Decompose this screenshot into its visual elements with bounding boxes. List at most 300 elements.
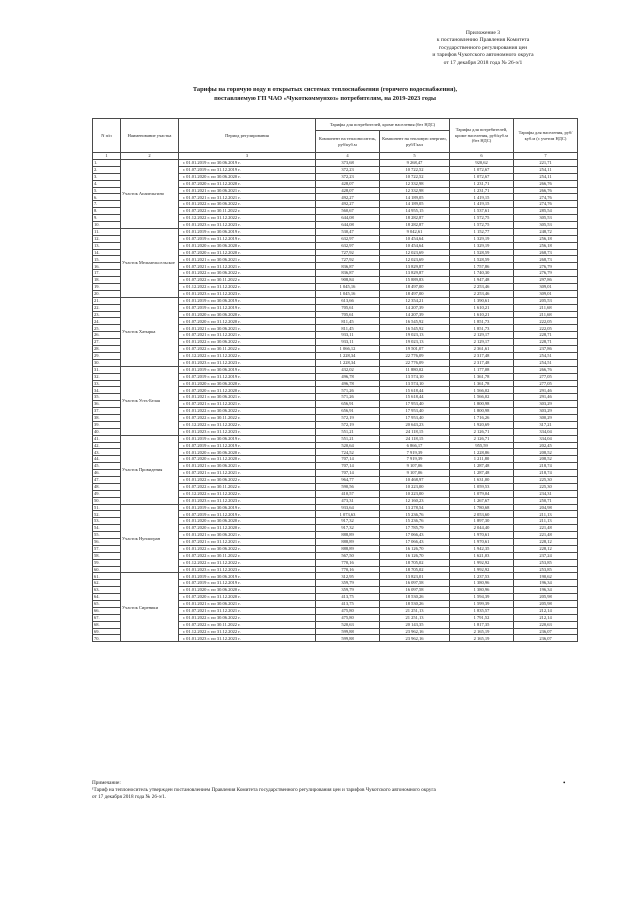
- carrier-component-cell: 1 228,34: [316, 352, 380, 359]
- title-line: Тарифы на горячую воду в открытых системах теплоснабжения (горячего водоснабжения),: [192, 86, 458, 93]
- period-cell: с 01.01.2023 г. по 31.12.2023 г.: [179, 566, 316, 573]
- tariff-non-population-cell: 1 610,21: [450, 311, 514, 318]
- row-number: 53.: [93, 518, 121, 525]
- tariff-non-population-cell: 1 740,30: [450, 270, 514, 277]
- tariff-non-population-cell: 2 126,71: [450, 435, 514, 442]
- period-cell: с 01.07.2020 г. по 31.12.2020 г.: [179, 249, 316, 256]
- tariff-non-population-cell: 1 419,15: [450, 201, 514, 208]
- carrier-component-cell: 572,19: [316, 421, 380, 428]
- tariff-population-cell: 221,48: [514, 525, 578, 532]
- carrier-component-cell: 373,68: [316, 160, 380, 167]
- carrier-component-cell: 933,11: [316, 339, 380, 346]
- tariff-population-cell: 250,71: [514, 497, 578, 504]
- period-cell: с 01.01.2022 г. по 30.06.2022 г.: [179, 614, 316, 621]
- heat-component-cell: 18 530,26: [380, 594, 450, 601]
- title-line: поставляемую ГП ЧАО «Чукоткоммунхоз» потребителям, на 2019-2023 годы: [214, 94, 436, 102]
- heat-component-cell: 13 829,87: [380, 270, 450, 277]
- tariff-non-population-cell: 1 329,19: [450, 242, 514, 249]
- row-number: 41.: [93, 435, 121, 442]
- period-cell: с 01.01.2019 г. по 30.06.2019 г.: [179, 573, 316, 580]
- row-number: 70.: [93, 635, 121, 642]
- header-period: Период регулирования: [179, 119, 316, 153]
- heat-component-cell: 18 282,87: [380, 222, 450, 229]
- tariff-non-population-cell: 1 390,61: [450, 297, 514, 304]
- tariff-population-cell: 256,18: [514, 235, 578, 242]
- row-number: 59.: [93, 559, 121, 566]
- period-cell: с 01.01.2021 г. по 30.06.2021 г.: [179, 601, 316, 608]
- period-cell: с 01.12.2022 г. по 31.12.2022 г.: [179, 215, 316, 222]
- carrier-component-cell: 632,97: [316, 242, 380, 249]
- row-number: 25.: [93, 325, 121, 332]
- table-row: [93, 573, 578, 580]
- tariff-population-cell: 221,48: [514, 532, 578, 539]
- heat-component-cell: 10 722,52: [380, 173, 450, 180]
- carrier-component-cell: 571,26: [316, 387, 380, 394]
- header-location: Наименование участка: [121, 119, 179, 153]
- row-number: 29.: [93, 352, 121, 359]
- row-number: 13.: [93, 242, 121, 249]
- period-cell: с 01.01.2021 г. по 30.06.2021 г.: [179, 187, 316, 194]
- tariff-population-cell: 211,13: [514, 511, 578, 518]
- tariff-non-population-cell: 2 165,19: [450, 635, 514, 642]
- carrier-component-cell: 811,45: [316, 318, 380, 325]
- table-row: [93, 297, 578, 304]
- heat-component-cell: 13 574,10: [380, 373, 450, 380]
- period-cell: с 01.01.2023 г. по 31.12.2023 г.: [179, 428, 316, 435]
- heat-component-cell: 13 823,01: [380, 573, 450, 580]
- document-title: [110, 86, 540, 103]
- tariff-non-population-cell: 1 528,59: [450, 256, 514, 263]
- carrier-component-cell: 359,79: [316, 580, 380, 587]
- tariff-non-population-cell: 1 267,67: [450, 497, 514, 504]
- tariff-non-population-cell: 1 231,71: [450, 187, 514, 194]
- row-number: 12.: [93, 235, 121, 242]
- tariff-non-population-cell: 1 791,52: [450, 614, 514, 621]
- row-number: 38.: [93, 414, 121, 421]
- tariff-non-population-cell: 1 528,59: [450, 249, 514, 256]
- col-number: 5: [380, 153, 450, 160]
- heat-component-cell: 9 268,47: [380, 160, 450, 167]
- carrier-component-cell: 590,56: [316, 483, 380, 490]
- tariff-population-cell: 277,05: [514, 373, 578, 380]
- row-number: 36.: [93, 401, 121, 408]
- period-cell: с 01.01.2020 г. по 30.06.2020 г.: [179, 518, 316, 525]
- tariff-population-cell: 211,13: [514, 518, 578, 525]
- period-cell: с 01.01.2023 г. по 31.12.2023 г.: [179, 497, 316, 504]
- carrier-component-cell: 496,78: [316, 373, 380, 380]
- row-number: 4.: [93, 180, 121, 187]
- heat-component-cell: 9 107,06: [380, 463, 450, 470]
- row-number: 6.: [93, 194, 121, 201]
- row-number: 42.: [93, 442, 121, 449]
- period-cell: с 01.12.2022 г. по 31.12.2022 г.: [179, 284, 316, 291]
- heat-component-cell: 10 223,00: [380, 483, 450, 490]
- period-cell: с 01.12.2022 г. по 31.12.2022 г.: [179, 421, 316, 428]
- tariff-population-cell: 211,68: [514, 311, 578, 318]
- carrier-component-cell: 428,07: [316, 180, 380, 187]
- heat-component-cell: 14 955,15: [380, 208, 450, 215]
- period-cell: с 01.07.2022 г. по 30.11.2022 г.: [179, 483, 316, 490]
- carrier-component-cell: 432,02: [316, 366, 380, 373]
- heat-component-cell: 16 545,92: [380, 318, 450, 325]
- carrier-component-cell: 572,19: [316, 414, 380, 421]
- tariff-population-cell: 276,79: [514, 270, 578, 277]
- tariff-non-population-cell: 1 835,57: [450, 607, 514, 614]
- carrier-component-cell: 888,89: [316, 538, 380, 545]
- carrier-component-cell: 656,91: [316, 401, 380, 408]
- tariff-population-cell: 218,74: [514, 470, 578, 477]
- row-number: 8.: [93, 208, 121, 215]
- carrier-component-cell: 372,23: [316, 166, 380, 173]
- period-cell: с 01.12.2022 г. по 31.12.2022 г.: [179, 352, 316, 359]
- row-number: 10.: [93, 222, 121, 229]
- tariff-non-population-cell: 1 572,75: [450, 222, 514, 229]
- period-cell: с 01.01.2020 г. по 30.06.2020 г.: [179, 449, 316, 456]
- row-number: 14.: [93, 249, 121, 256]
- carrier-component-cell: 964,77: [316, 476, 380, 483]
- tariff-non-population-cell: 1 361,78: [450, 380, 514, 387]
- carrier-component-cell: 492,27: [316, 201, 380, 208]
- heat-component-cell: 13 278,54: [380, 504, 450, 511]
- carrier-component-cell: 551,21: [316, 435, 380, 442]
- row-number: 43.: [93, 449, 121, 456]
- carrier-component-cell: 599,88: [316, 628, 380, 635]
- heat-component-cell: 24 118,15: [380, 428, 450, 435]
- tariff-population-cell: 221,71: [514, 160, 578, 167]
- tariff-population-cell: 309,01: [514, 284, 578, 291]
- carrier-component-cell: 707,14: [316, 463, 380, 470]
- row-number: 5.: [93, 187, 121, 194]
- tariff-population-cell: 291,46: [514, 387, 578, 394]
- period-cell: с 01.01.2019 г. по 30.06.2019 г.: [179, 228, 316, 235]
- heat-component-cell: 12 354,21: [380, 297, 450, 304]
- table-row: [93, 160, 578, 167]
- period-cell: с 01.07.2022 г. по 30.11.2022 г.: [179, 208, 316, 215]
- tariff-population-cell: 277,05: [514, 380, 578, 387]
- tariff-population-cell: 268,73: [514, 249, 578, 256]
- table-row: [93, 228, 578, 235]
- heat-component-cell: 12 332,98: [380, 187, 450, 194]
- carrier-component-cell: 727,92: [316, 249, 380, 256]
- period-cell: с 01.07.2021 г. по 31.12.2021 г.: [179, 607, 316, 614]
- heat-component-cell: 17 785,79: [380, 525, 450, 532]
- period-cell: с 01.07.2019 г. по 31.12.2019 г.: [179, 166, 316, 173]
- heat-component-cell: 17 953,40: [380, 408, 450, 415]
- period-cell: с 01.01.2022 г. по 30.06.2022 г.: [179, 545, 316, 552]
- period-cell: с 01.07.2019 г. по 31.12.2019 г.: [179, 442, 316, 449]
- heat-component-cell: 7 919,39: [380, 449, 450, 456]
- appendix-note: [380, 30, 586, 67]
- carrier-component-cell: 707,14: [316, 470, 380, 477]
- tariff-population-cell: 253,85: [514, 566, 578, 573]
- row-number: 31.: [93, 366, 121, 373]
- tariff-non-population-cell: 955,59: [450, 442, 514, 449]
- carrier-component-cell: 413,75: [316, 594, 380, 601]
- tariff-non-population-cell: 1 851,73: [450, 325, 514, 332]
- row-number: 21.: [93, 297, 121, 304]
- tariff-population-cell: 276,79: [514, 263, 578, 270]
- period-cell: с 01.01.2021 г. по 30.06.2021 г.: [179, 532, 316, 539]
- tariff-non-population-cell: 1 287,48: [450, 463, 514, 470]
- tariff-population-cell: 254,11: [514, 173, 578, 180]
- carrier-component-cell: 1 045,16: [316, 290, 380, 297]
- col-number: 1: [93, 153, 121, 160]
- header-num: N п/п: [93, 119, 121, 153]
- location-cell: Участок Хатырка: [121, 297, 179, 366]
- row-number: 40.: [93, 428, 121, 435]
- appendix-note-line: от 17 декабря 2018 года № 26-э/1: [443, 59, 523, 66]
- tariff-population-cell: 218,74: [514, 463, 578, 470]
- carrier-component-cell: 770,16: [316, 559, 380, 566]
- carrier-component-cell: 705,61: [316, 304, 380, 311]
- row-number: 49.: [93, 490, 121, 497]
- period-cell: с 01.12.2022 г. по 31.12.2022 г.: [179, 490, 316, 497]
- tariff-non-population-cell: 1 072,67: [450, 173, 514, 180]
- tariff-non-population-cell: 2 317,48: [450, 359, 514, 366]
- period-cell: с 01.07.2022 г. по 30.11.2022 г.: [179, 346, 316, 353]
- row-number: 39.: [93, 421, 121, 428]
- heat-component-cell: 16 126,70: [380, 552, 450, 559]
- period-cell: с 01.07.2021 г. по 31.12.2021 г.: [179, 538, 316, 545]
- tariff-non-population-cell: 1 851,73: [450, 318, 514, 325]
- heat-component-cell: 10 223,00: [380, 490, 450, 497]
- carrier-component-cell: 312,95: [316, 573, 380, 580]
- tariff-non-population-cell: 1 380,96: [450, 580, 514, 587]
- heat-component-cell: 19 023,13: [380, 339, 450, 346]
- row-number: 9.: [93, 215, 121, 222]
- carrier-component-cell: 530,47: [316, 228, 380, 235]
- tariff-non-population-cell: 1 594,39: [450, 594, 514, 601]
- row-number: 58.: [93, 552, 121, 559]
- carrier-component-cell: 410,57: [316, 490, 380, 497]
- heat-component-cell: 22 776,09: [380, 352, 450, 359]
- tariff-non-population-cell: 2 317,48: [450, 352, 514, 359]
- carrier-component-cell: 492,27: [316, 194, 380, 201]
- carrier-component-cell: 933,64: [316, 504, 380, 511]
- tariff-population-cell: 305,53: [514, 222, 578, 229]
- period-cell: с 01.07.2021 г. по 31.12.2021 г.: [179, 470, 316, 477]
- period-cell: с 01.07.2020 г. по 31.12.2020 г.: [179, 180, 316, 187]
- carrier-component-cell: 656,91: [316, 408, 380, 415]
- col-number: 3: [179, 153, 316, 160]
- period-cell: с 01.12.2022 г. по 31.12.2022 г.: [179, 628, 316, 635]
- period-cell: с 01.01.2020 г. по 30.06.2020 г.: [179, 380, 316, 387]
- tariff-population-cell: 256,18: [514, 242, 578, 249]
- carrier-component-cell: 428,07: [316, 187, 380, 194]
- carrier-component-cell: 770,16: [316, 566, 380, 573]
- carrier-component-cell: 372,23: [316, 173, 380, 180]
- tariff-population-cell: 196,34: [514, 587, 578, 594]
- period-cell: с 01.07.2020 г. по 31.12.2020 г.: [179, 594, 316, 601]
- tariff-population-cell: 253,85: [514, 559, 578, 566]
- row-number: 37.: [93, 408, 121, 415]
- period-cell: с 01.01.2021 г. по 30.06.2021 г.: [179, 394, 316, 401]
- notes-section: [92, 780, 577, 801]
- period-cell: с 01.07.2020 г. по 31.12.2020 г.: [179, 525, 316, 532]
- tariff-population-cell: 236,07: [514, 628, 578, 635]
- row-number: 35.: [93, 394, 121, 401]
- header-component-heat: Компонент на тепловую энергию, руб/Гкал: [380, 131, 450, 153]
- period-cell: с 01.01.2021 г. по 30.06.2021 г.: [179, 325, 316, 332]
- tariff-population-cell: 317,21: [514, 421, 578, 428]
- carrier-component-cell: 836,87: [316, 263, 380, 270]
- tariff-non-population-cell: 1 992,92: [450, 559, 514, 566]
- tariff-non-population-cell: 1 942,35: [450, 545, 514, 552]
- heat-component-cell: 18 705,02: [380, 566, 450, 573]
- period-cell: с 01.01.2020 г. по 30.06.2020 г.: [179, 311, 316, 318]
- period-cell: с 01.07.2022 г. по 30.11.2022 г.: [179, 552, 316, 559]
- tariff-non-population-cell: 1 992,92: [450, 566, 514, 573]
- tariff-non-population-cell: 1 757,86: [450, 263, 514, 270]
- tariff-non-population-cell: 2 053,60: [450, 511, 514, 518]
- col-number: 6: [450, 153, 514, 160]
- appendix-note-line: и тарифов Чукотского автономного округа: [432, 52, 534, 59]
- col-number: 2: [121, 153, 179, 160]
- period-cell: с 01.07.2019 г. по 31.12.2019 г.: [179, 580, 316, 587]
- row-number: 11.: [93, 228, 121, 235]
- tariff-population-cell: 266,76: [514, 366, 578, 373]
- table-body: [93, 160, 578, 642]
- row-number: 45.: [93, 463, 121, 470]
- carrier-component-cell: 496,78: [316, 380, 380, 387]
- period-cell: с 01.07.2021 г. по 31.12.2021 г.: [179, 263, 316, 270]
- tariff-population-cell: 268,73: [514, 256, 578, 263]
- row-number: 65.: [93, 601, 121, 608]
- row-number: 67.: [93, 614, 121, 621]
- tariff-non-population-cell: 920,62: [450, 160, 514, 167]
- row-number: 1.: [93, 160, 121, 167]
- header-tariff-population: Тарифы для населения, руб/куб.м (с учетом НДС): [514, 119, 578, 153]
- period-cell: с 01.07.2021 г. по 31.12.2021 г.: [179, 194, 316, 201]
- heat-component-cell: 21 251,13: [380, 614, 450, 621]
- tariff-population-cell: 236,07: [514, 635, 578, 642]
- period-cell: с 01.01.2022 г. по 30.06.2022 г.: [179, 270, 316, 277]
- carrier-component-cell: 707,14: [316, 456, 380, 463]
- period-cell: с 01.01.2019 г. по 30.06.2019 г.: [179, 366, 316, 373]
- period-cell: с 01.01.2022 г. по 30.06.2022 г.: [179, 476, 316, 483]
- tariff-non-population-cell: 1 072,67: [450, 166, 514, 173]
- heat-component-cell: 18 705,02: [380, 559, 450, 566]
- carrier-component-cell: 571,26: [316, 394, 380, 401]
- tariff-non-population-cell: 1 800,98: [450, 401, 514, 408]
- heat-component-cell: 12 023,69: [380, 249, 450, 256]
- heat-component-cell: 15 236,76: [380, 511, 450, 518]
- tariff-population-cell: 208,52: [514, 456, 578, 463]
- period-cell: с 01.07.2019 г. по 31.12.2019 г.: [179, 373, 316, 380]
- heat-component-cell: 9 042,61: [380, 228, 450, 235]
- row-number: 20.: [93, 290, 121, 297]
- row-number: 27.: [93, 339, 121, 346]
- location-cell: Участок Усть-Белая: [121, 366, 179, 435]
- carrier-component-cell: 836,87: [316, 270, 380, 277]
- carrier-component-cell: 933,11: [316, 332, 380, 339]
- appendix-note-line: Приложение 3: [465, 30, 501, 36]
- row-number: 3.: [93, 173, 121, 180]
- heat-component-cell: 21 251,13: [380, 607, 450, 614]
- carrier-component-cell: 1 073,63: [316, 511, 380, 518]
- tariff-non-population-cell: 1 970,61: [450, 532, 514, 539]
- carrier-component-cell: 1 045,16: [316, 284, 380, 291]
- period-cell: с 01.07.2021 г. по 31.12.2021 г.: [179, 332, 316, 339]
- row-number: 51.: [93, 504, 121, 511]
- tariff-non-population-cell: 1 079,04: [450, 490, 514, 497]
- heat-component-cell: 13 574,10: [380, 380, 450, 387]
- tariff-population-cell: 196,34: [514, 580, 578, 587]
- row-number: 7.: [93, 201, 121, 208]
- location-cell: Участок Нунлигран: [121, 504, 179, 573]
- row-number: 57.: [93, 545, 121, 552]
- tariff-non-population-cell: 2 253,46: [450, 290, 514, 297]
- period-cell: с 01.01.2023 г. по 31.12.2023 г.: [179, 290, 316, 297]
- tariff-population-cell: 297,86: [514, 277, 578, 284]
- header-consumers-group: Тарифы для потребителей, кроме населения (без НДС): [316, 119, 450, 131]
- tariff-non-population-cell: 1 920,69: [450, 421, 514, 428]
- col-number: 7: [514, 153, 578, 160]
- heat-component-cell: 16 097,58: [380, 587, 450, 594]
- tariff-population-cell: 205,98: [514, 601, 578, 608]
- carrier-component-cell: 811,45: [316, 325, 380, 332]
- row-number: 23.: [93, 311, 121, 318]
- notes-label: Примечание:: [92, 780, 121, 786]
- tariff-non-population-cell: 1 621,03: [450, 552, 514, 559]
- heat-component-cell: 9 107,06: [380, 470, 450, 477]
- tariff-population-cell: 222,05: [514, 325, 578, 332]
- period-cell: с 01.01.2019 г. по 30.06.2019 г.: [179, 297, 316, 304]
- tariff-population-cell: 212,14: [514, 607, 578, 614]
- tariff-non-population-cell: 1 947,48: [450, 277, 514, 284]
- tariff-non-population-cell: 2 126,71: [450, 428, 514, 435]
- tariff-population-cell: 237,86: [514, 346, 578, 353]
- tariff-non-population-cell: 1 287,48: [450, 470, 514, 477]
- row-number: 33.: [93, 380, 121, 387]
- tariff-population-cell: 334,04: [514, 428, 578, 435]
- row-number: 62.: [93, 580, 121, 587]
- notes-line: от 17 декабря 2018 года № 26-э/1.: [92, 794, 167, 800]
- row-number: 15.: [93, 256, 121, 263]
- tariff-population-cell: 237,24: [514, 552, 578, 559]
- location-cell: Участок Провидения: [121, 435, 179, 504]
- row-number: 64.: [93, 594, 121, 601]
- row-number: 2.: [93, 166, 121, 173]
- heat-component-cell: 12 160,23: [380, 497, 450, 504]
- carrier-component-cell: 551,21: [316, 428, 380, 435]
- heat-component-cell: 16 126,70: [380, 545, 450, 552]
- row-number: 52.: [93, 511, 121, 518]
- carrier-component-cell: 475,80: [316, 607, 380, 614]
- tariff-non-population-cell: 1 059,53: [450, 483, 514, 490]
- tariff-population-cell: 303,29: [514, 408, 578, 415]
- tariff-non-population-cell: 2 044,40: [450, 525, 514, 532]
- tariff-non-population-cell: 1 599,39: [450, 601, 514, 608]
- tariff-non-population-cell: 1 329,19: [450, 235, 514, 242]
- carrier-component-cell: 644,08: [316, 222, 380, 229]
- tariff-non-population-cell: 1 566,02: [450, 394, 514, 401]
- carrier-component-cell: 724,52: [316, 449, 380, 456]
- tariff-non-population-cell: 1 177,08: [450, 366, 514, 373]
- tariff-population-cell: 266,76: [514, 180, 578, 187]
- row-number: 69.: [93, 628, 121, 635]
- tariff-population-cell: 212,14: [514, 614, 578, 621]
- period-cell: с 01.01.2022 г. по 30.06.2022 г.: [179, 408, 316, 415]
- page-mark: •: [563, 779, 566, 787]
- tariff-population-cell: 228,12: [514, 538, 578, 545]
- tariff-population-cell: 254,51: [514, 359, 578, 366]
- carrier-component-cell: 888,89: [316, 532, 380, 539]
- heat-component-cell: 10 722,52: [380, 166, 450, 173]
- row-number: 22.: [93, 304, 121, 311]
- heat-component-cell: 20 143,35: [380, 621, 450, 628]
- period-cell: с 01.01.2023 г. по 31.12.2023 г.: [179, 359, 316, 366]
